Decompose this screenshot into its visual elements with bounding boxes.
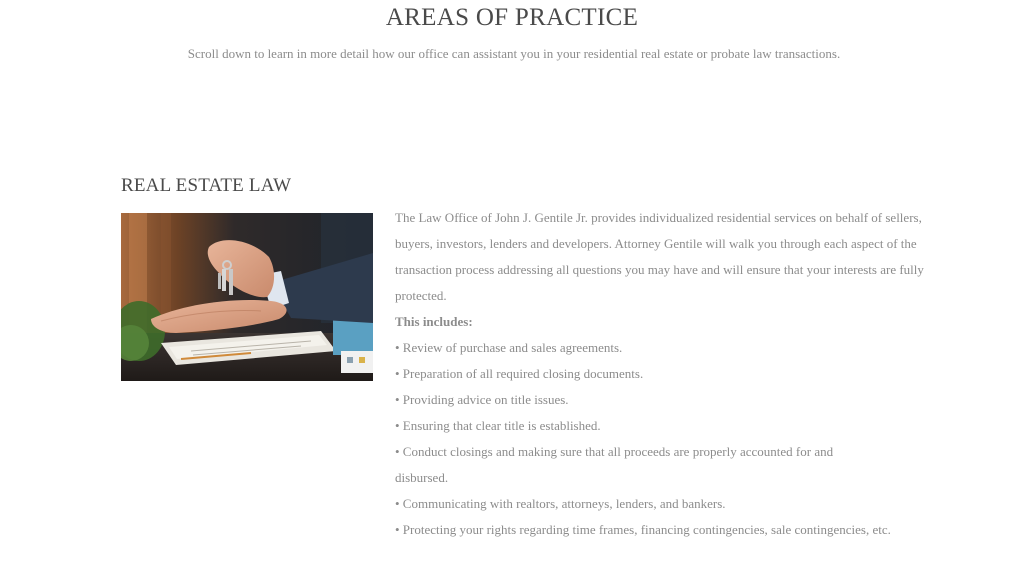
services-list — [395, 335, 925, 543]
list-item: • Protecting your rights regarding time frames, financing contingencies, sale contingencies, etc. — [395, 522, 891, 537]
section-intro: The Law Office of John J. Gentile Jr. provides individualized residential services on behalf of sellers, buyers, investors, lenders and developers. Attorney Gentile will walk you through each aspect of the transaction process addressing all questions you may have and will ensure that your interests are fully protected. — [395, 210, 924, 303]
list-item: • Ensuring that clear title is established. — [395, 418, 601, 433]
page-subtitle: Scroll down to learn in more detail how our office can assistant you in your residential real estate or probate law transactions. — [187, 46, 841, 61]
list-item: • Conduct closings and making sure that all proceeds are properly accounted for and disbursed. — [395, 444, 834, 485]
page-title: AREAS OF PRACTICE — [385, 4, 639, 31]
section-content — [395, 205, 925, 543]
hand-giving-keys-photo — [121, 213, 373, 381]
list-item: • Preparation of all required closing documents. — [395, 366, 644, 381]
section-title: REAL ESTATE LAW — [121, 175, 292, 196]
list-item: • Providing advice on title issues. — [395, 392, 569, 407]
list-item: • Communicating with realtors, attorneys, lenders, and bankers. — [395, 496, 726, 511]
list-item: • Review of purchase and sales agreements. — [395, 340, 623, 355]
includes-label: This includes: — [395, 314, 473, 329]
